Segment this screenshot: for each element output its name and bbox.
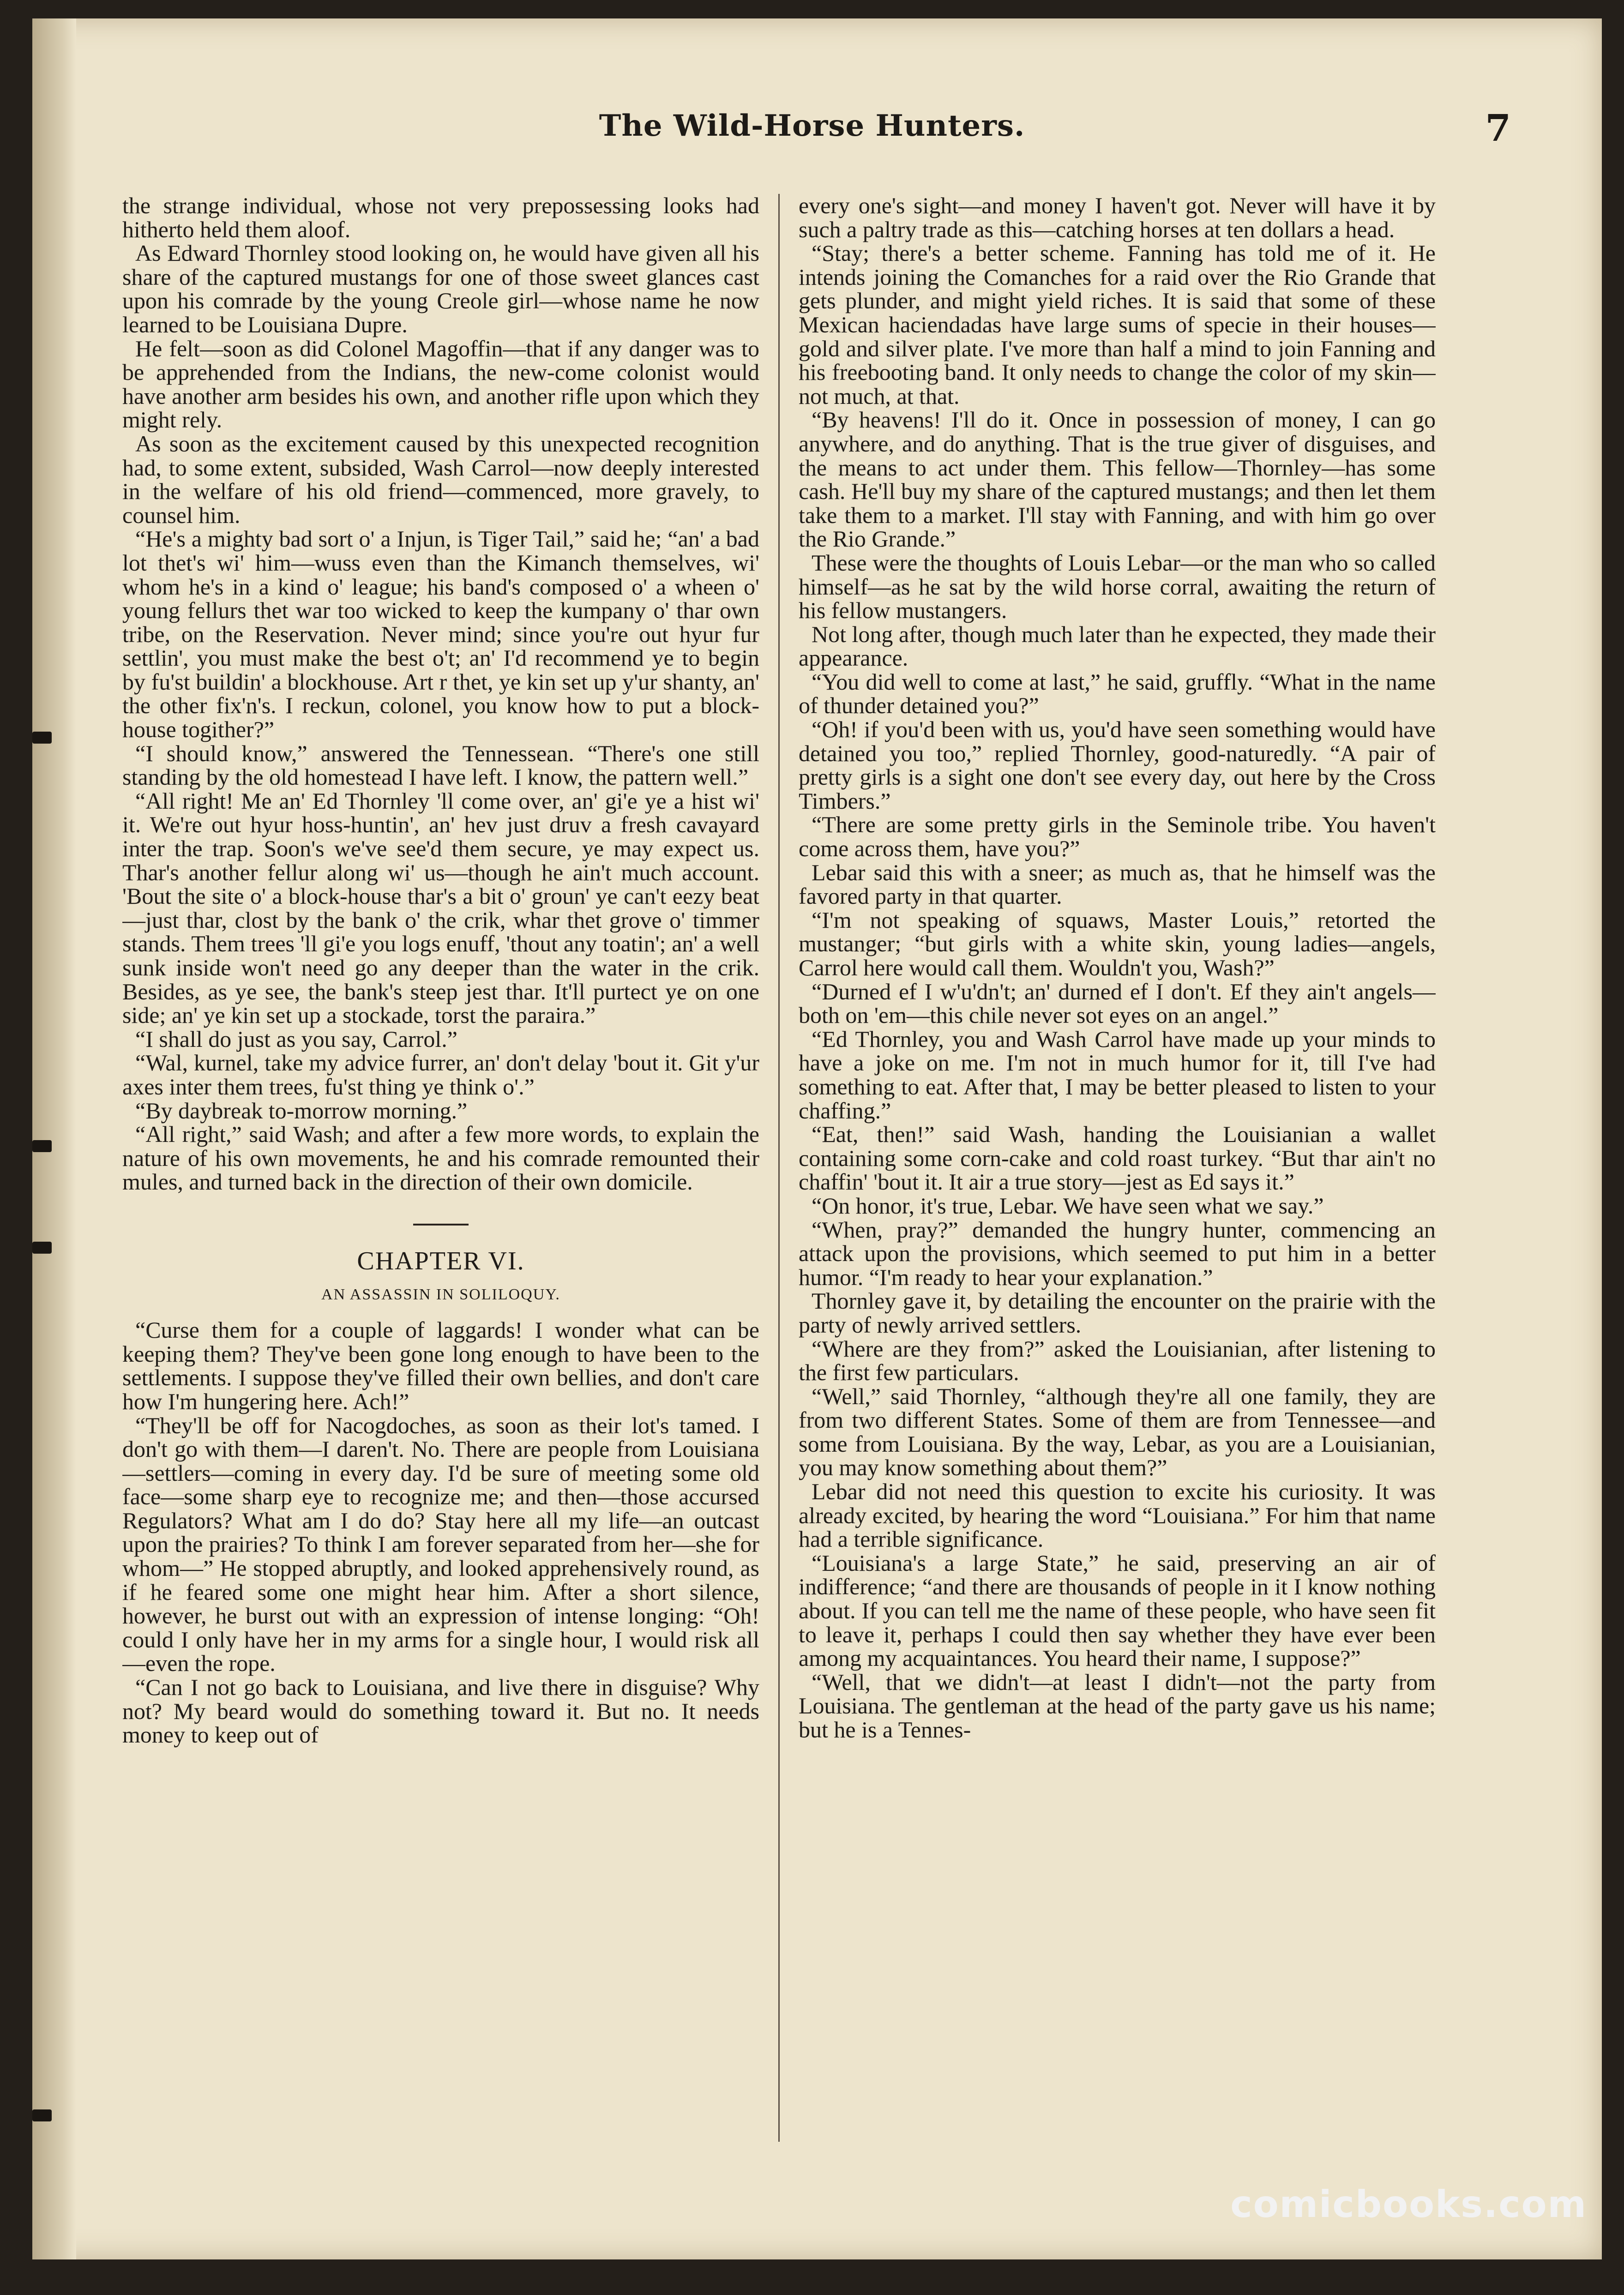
- column-divider: [778, 194, 780, 2142]
- paragraph: “Well, that we didn't—at least I didn't—not the party from Louisiana. The gentleman at the head of the party gave us his name; but he is a Tennes-: [799, 1669, 1436, 1742]
- chapter-rule: [413, 1224, 469, 1226]
- right-paragraphs: [799, 194, 1436, 1742]
- paragraph: “On honor, it's true, Lebar. We have seen what we say.”: [812, 1192, 1324, 1219]
- paragraph: “I shall do just as you say, Carrol.”: [135, 1026, 457, 1052]
- binding-stitch: [32, 1140, 52, 1152]
- paragraph: “He's a mighty bad sort o' a Injun, is Tiger Tail,” said he; “an' a bad lot thet's wi' him—wuss even than the Kimanch themselves, wi' whom he's in a kind o' league; his band's composed o' a wheen o' young fellurs thet war too wicked to keep the kumpany o' thar own tribe, on the Reservation. Never mind; since you're out hyur fur settlin', you must make the best o't; an' I'd recommend ye to begin by fu'st buildin' a blockhouse. Art r thet, ye kin set up y'ur shanty, an' the other fix'n's. I reckun, colonel, you know how to put a block-house togither?”: [122, 526, 759, 743]
- paragraph: Lebar did not need this question to excite his curiosity. It was already excited, by hearing the word “Louisiana.” For him that name had a terrible significance.: [799, 1478, 1436, 1552]
- paragraph: the strange individual, whose not very prepossessing looks had hitherto held them aloof.: [122, 194, 759, 242]
- paragraph: “Wal, kurnel, take my advice furrer, an' don't delay 'bout it. Git y'ur axes inter them trees, fu'st thing ye think o'.”: [122, 1050, 759, 1099]
- paragraph: “When, pray?” demanded the hungry hunter, commencing an attack upon the provisions, which seemed to put him in a better humor. “I'm ready to hear your explanation.”: [799, 1216, 1436, 1290]
- paragraph: “I'm not speaking of squaws, Master Louis,” retorted the mustanger; “but girls with a white skin, young ladies—angels, Carrol here would call them. Wouldn't you, Wash?”: [799, 907, 1436, 980]
- binding-stitch: [32, 732, 52, 744]
- paragraph: “Durned ef I w'u'dn't; an' durned ef I don't. Ef they ain't angels—both on 'em—this chile never sot eyes on an angel.”: [799, 978, 1436, 1028]
- paragraph: “Can I not go back to Louisiana, and live there in disguise? Why not? My beard would do something toward it. But no. It needs money to keep out of: [122, 1674, 759, 1748]
- paragraph: “There are some pretty girls in the Seminole tribe. You haven't come across them, have you?”: [799, 811, 1436, 862]
- paragraph: Thornley gave it, by detailing the encounter on the prairie with the party of newly arrived settlers.: [799, 1288, 1436, 1338]
- paragraph: “Ed Thornley, you and Wash Carrol have made up your minds to have a joke on me. I'm not in much humor for it, till I've had something to eat. After that, I may be better pleased to listen to your chaffing.”: [799, 1026, 1436, 1123]
- paragraph: “By daybreak to-morrow morning.”: [135, 1097, 468, 1123]
- chapter-subtitle: AN ASSASSIN IN SOLILOQUY.: [321, 1286, 560, 1303]
- paragraph: “I should know,” answered the Tennessean. “There's one still standing by the old homestead I have left. I know, the pattern well.”: [122, 740, 759, 790]
- paragraph: “Eat, then!” said Wash, handing the Louisianian a wallet containing some corn-cake and cold roast turkey. “But thar ain't no chaffin' 'bout it. It air a true story—jest as Ed says it.”: [799, 1121, 1436, 1195]
- left-paragraphs-before: [122, 194, 759, 1194]
- running-header: The Wild-Horse Hunters.: [599, 108, 1025, 143]
- page-number: 7: [1485, 106, 1511, 150]
- paragraph: “All right! Me an' Ed Thornley 'll come over, an' gi'e ye a hist wi' it. We're out hyur hoss-huntin', an' hev just druv a fresh cavayard inter the trap. Soon's we've see'd them secure, ye may expect us. Thar's another fellur along wi' us—though he ain't much account. 'Bout the site o' a block-house thar's a bit o' groun' ye can't eezy beat—just thar, clost by the bank o' the crik, whar thet grove o' timmer stands. Them trees 'll gi'e you logs enuff, 'thout any toatin'; an' a well sunk inside won't need go any deeper than the water in the crik. Besides, as ye see, the bank's steep jest thar. It'll purtect ye on one side; an' ye kin set up a stockade, torst the paraira.”: [122, 787, 759, 1028]
- paragraph: “Louisiana's a large State,” he said, preserving an air of indifference; “and there are thousands of people in it I know nothing about. If you can tell me the name of these people, who have seen fit to leave it, perhaps I could then say whether they have ever been among my acquaintances. You heard their name, I suppose?”: [799, 1550, 1436, 1671]
- watermark: comicbooks.com: [1230, 2183, 1587, 2226]
- left-column: [122, 194, 759, 2146]
- paragraph: As Edward Thornley stood looking on, he would have given all his share of the captured mustangs for one of those sweet glances cast upon his comrade by the young Creole girl—whose name he now learned to be Louisiana Dupre.: [122, 240, 759, 337]
- paragraph: He felt—soon as did Colonel Magoffin—that if any danger was to be apprehended from the Indians, the new-come colonist would have another arm besides his own, and another rifle upon which they might rely.: [122, 335, 759, 433]
- paragraph: Lebar said this with a sneer; as much as, that he himself was the favored party in that quarter.: [799, 859, 1436, 909]
- binding-stitch: [32, 2109, 52, 2121]
- paragraph: “Stay; there's a better scheme. Fanning has told me of it. He intends joining the Comanches for a raid over the Rio Grande that gets plunder, and might yield riches. It is said that some of these Mexican haciendadas have large sums of specie in their houses—gold and silver plate. I've more than half a mind to join Fanning and his freebooting band. It only needs to change the color of my skin—not much, at that.: [799, 240, 1436, 409]
- paragraph: “Oh! if you'd been with us, you'd have seen something would have detained you too,” replied Thornley, good-naturedly. “A pair of pretty girls is a sight one don't see every day, out here by the Cross Timbers.”: [799, 716, 1436, 814]
- paragraph: “Where are they from?” asked the Louisianian, after listening to the first few particulars.: [799, 1335, 1436, 1386]
- paragraph: “Well,” said Thornley, “although they're all one family, they are from two different States. Some of them are from Tennessee—and some from Louisiana. By the way, Lebar, as you are a Louisianian, you may know something about them?”: [799, 1383, 1436, 1481]
- paragraph: “Curse them for a couple of laggards! I wonder what can be keeping them? They've been gone long enough to have been to the settlements. I suppose they've filled their own bellies, and don't care how I'm hungering here. Ach!”: [122, 1317, 759, 1414]
- chapter-title: CHAPTER VI.: [357, 1246, 525, 1275]
- paragraph: “You did well to come at last,” he said, gruffly. “What in the name of thunder detained you?”: [799, 668, 1436, 719]
- paragraph: “They'll be off for Nacogdoches, as soon as their lot's tamed. I don't go with them—I daren't. No. There are people from Louisiana—settlers—coming in every day. I'd be sure of meeting some old face—some sharp eye to recognize me; and then—those accursed Regulators? What am I do do? Stay here all my life—an outcast upon the prairies? To think I am forever separated from her—she for whom—” He stopped abruptly, and looked apprehensively round, as if he feared some one might hear him. After a short silence, however, he burst out with an expression of intense longing: “Oh! could I only have her in my arms for a single hour, I would risk all—even the rope.: [122, 1412, 759, 1676]
- paragraph: every one's sight—and money I haven't got. Never will have it by such a paltry trade as this—catching horses at ten dollars a head.: [799, 194, 1436, 242]
- right-column: [799, 194, 1436, 2146]
- paragraph: “All right,” said Wash; and after a few more words, to explain the nature of his own movements, he and his comrade remounted their mules, and turned back in the direction of their own domicile.: [122, 1121, 759, 1195]
- paragraph: “By heavens! I'll do it. Once in possession of money, I can go anywhere, and do anything. That is the true giver of disguises, and the means to act under them. This fellow—Thornley—has some cash. He'll buy my share of the captured mustangs; and then let them take them to a market. I'll stay with Fanning, and with him go over the Rio Grande.”: [799, 407, 1436, 552]
- binding-stitch: [32, 1242, 52, 1254]
- left-paragraphs-after: [122, 1318, 759, 1747]
- paragraph: Not long after, though much later than he expected, they made their appearance.: [799, 621, 1436, 671]
- binding-gutter: [32, 18, 76, 2259]
- paragraph: As soon as the excitement caused by this unexpected recognition had, to some extent, subsided, Wash Carrol—now deeply interested in the welfare of his old friend—commenced, more gravely, to counsel him.: [122, 430, 759, 528]
- paragraph: These were the thoughts of Louis Lebar—or the man who so called himself—as he sat by the wild horse corral, awaiting the return of his fellow mustangers.: [799, 549, 1436, 624]
